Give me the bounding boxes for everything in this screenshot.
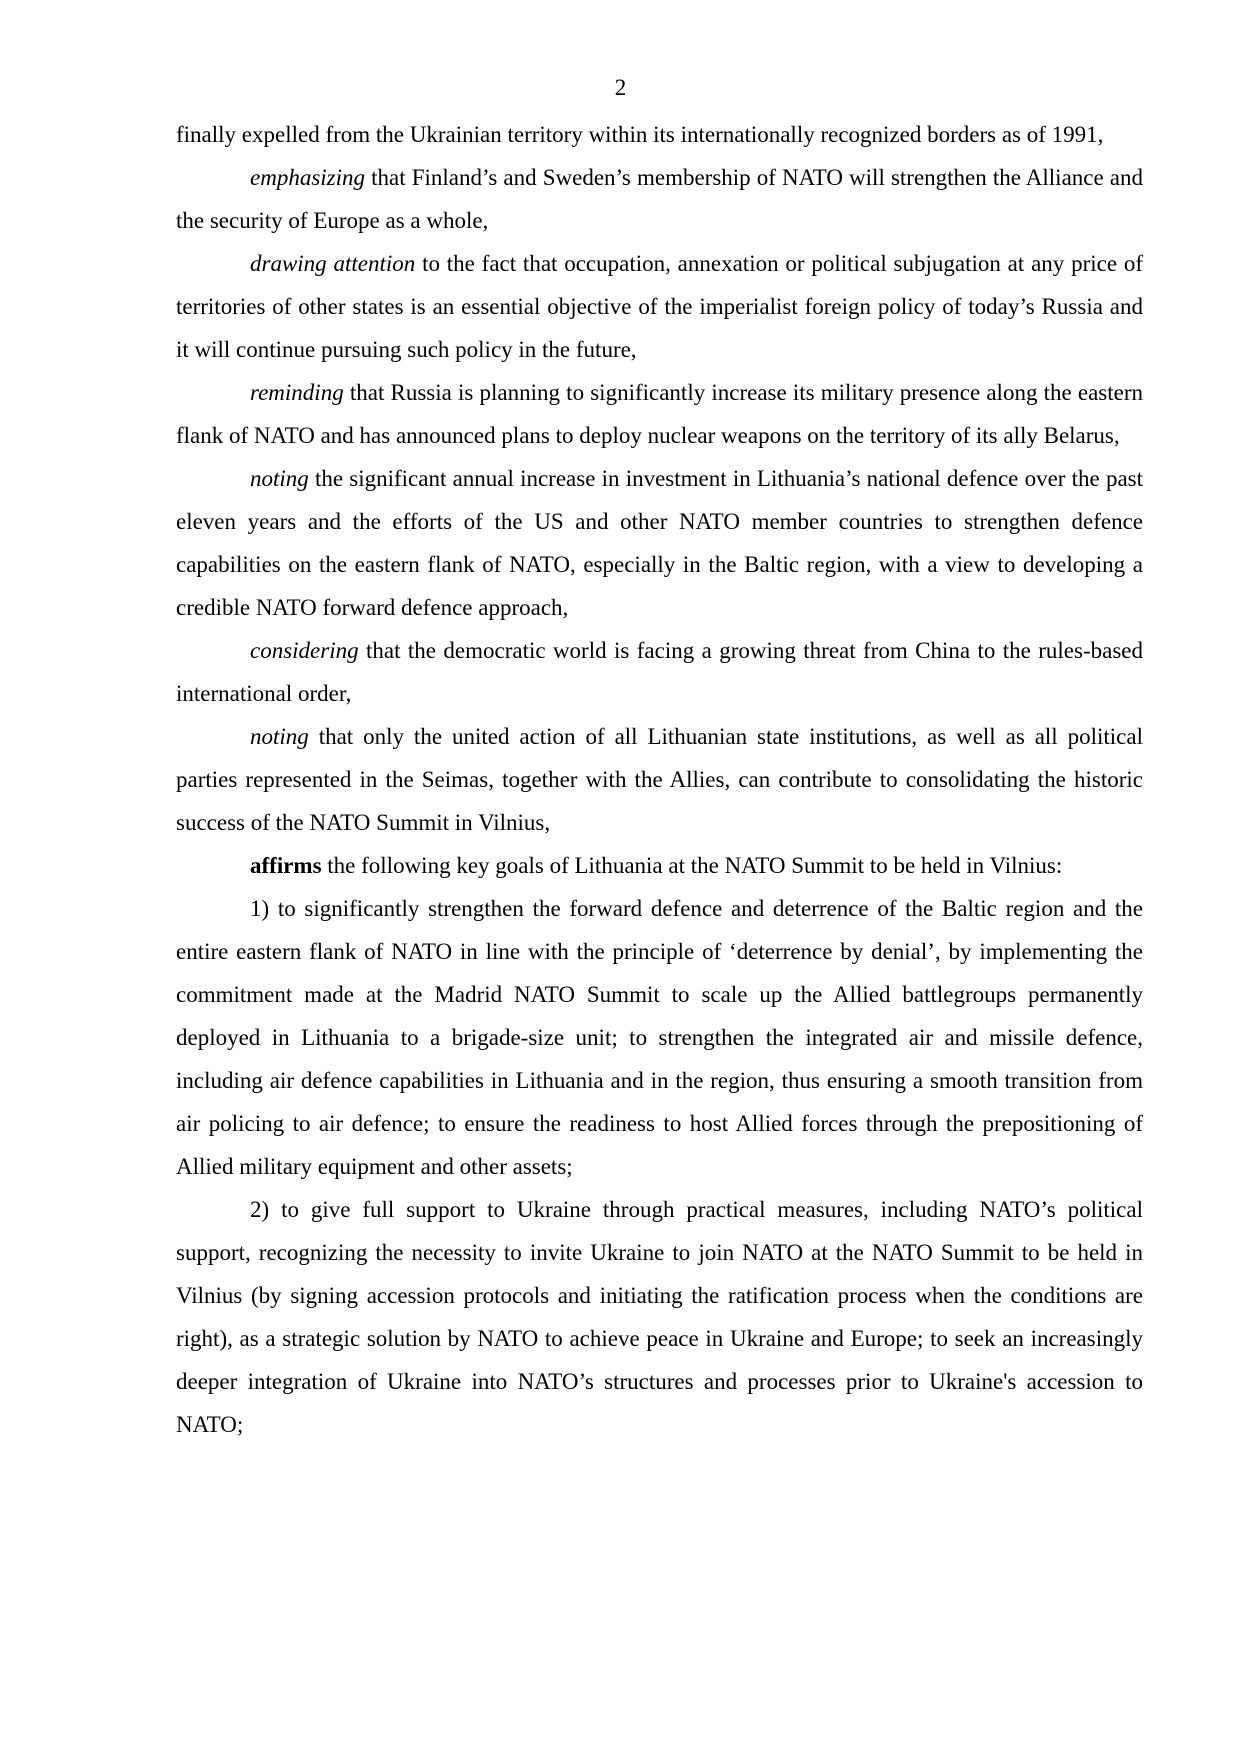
paragraph-noting-united-action xyxy=(176,715,1143,844)
paragraph-drawing-attention xyxy=(176,242,1143,371)
paragraph-lead: emphasizing xyxy=(250,165,365,190)
paragraph-text: that the democratic world is facing a growing threat from China to the rules-based international order, xyxy=(176,638,1143,706)
paragraph-lead: reminding xyxy=(250,380,344,405)
paragraph-text: the following key goals of Lithuania at the NATO Summit to be held in Vilnius: xyxy=(321,853,1063,878)
paragraph-text: 2) to give full support to Ukraine through practical measures, including NATO’s political support, recognizing the necessity to invite Ukraine to join NATO at the NATO Summit to be held in Vilnius (by signing accession protocols and initiating the ratification process when the conditions are right), as a strategic solution by NATO to achieve peace in Ukraine and Europe; to seek an increasingly deeper integration of Ukraine into NATO’s structures and processes prior to Ukraine's accession to NATO; xyxy=(176,1197,1143,1437)
paragraph-text: to the fact that occupation, annexation or political subjugation at any price of territories of other states is an essential objective of the imperialist foreign policy of today’s Russia and it will continue pursuing such policy in the future, xyxy=(176,251,1144,362)
paragraph-text: that Russia is planning to significantly increase its military presence along the eastern flank of NATO and has announced plans to deploy nuclear weapons on the territory of its ally Belarus, xyxy=(176,380,1143,448)
paragraph-text: 1) to significantly strengthen the forward defence and deterrence of the Baltic region and the entire eastern flank of NATO in line with the principle of ‘deterrence by denial’, by implementing the commitment made at the Madrid NATO Summit to scale up the Allied battlegroups permanently deployed in Lithuania to a brigade-size unit; to strengthen the integrated air and missile defence, including air defence capabilities in Lithuania and in the region, thus ensuring a smooth transition from air policing to air defence; to ensure the readiness to host Allied forces through the prepositioning of Allied military equipment and other assets; xyxy=(176,896,1143,1179)
paragraph-reminding xyxy=(176,371,1143,457)
paragraph-emphasizing xyxy=(176,156,1143,242)
paragraph-lead: drawing attention xyxy=(250,251,416,276)
paragraph-affirms xyxy=(176,844,1143,887)
goal-item-1 xyxy=(176,887,1143,1188)
page-number: 2 xyxy=(614,75,627,100)
paragraph-noting-investment xyxy=(176,457,1143,629)
paragraph-lead-bold: affirms xyxy=(250,853,322,878)
paragraph-text: the significant annual increase in investment in Lithuania’s national defence over the past eleven years and the efforts of the US and other NATO member countries to strengthen defence capabilities on the eastern flank of NATO, especially in the Baltic region, with a view to developing a credible NATO forward defence approach, xyxy=(176,466,1143,620)
paragraph-considering xyxy=(176,629,1143,715)
paragraph-text: that Finland’s and Sweden’s membership of NATO will strengthen the Alliance and the security of Europe as a whole, xyxy=(176,165,1143,233)
paragraph-text: that only the united action of all Lithuanian state institutions, as well as all political parties represented in the Seimas, together with the Allies, can contribute to consolidating the historic success of the NATO Summit in Vilnius, xyxy=(176,724,1143,835)
document-body xyxy=(176,113,1143,1446)
paragraph-continuation xyxy=(176,113,1143,156)
goal-item-2 xyxy=(176,1188,1143,1446)
paragraph-lead: noting xyxy=(250,466,309,491)
paragraph-text: finally expelled from the Ukrainian territory within its internationally recognized borders as of 1991, xyxy=(176,122,1104,147)
paragraph-lead: noting xyxy=(250,724,309,749)
paragraph-lead: considering xyxy=(250,638,359,663)
